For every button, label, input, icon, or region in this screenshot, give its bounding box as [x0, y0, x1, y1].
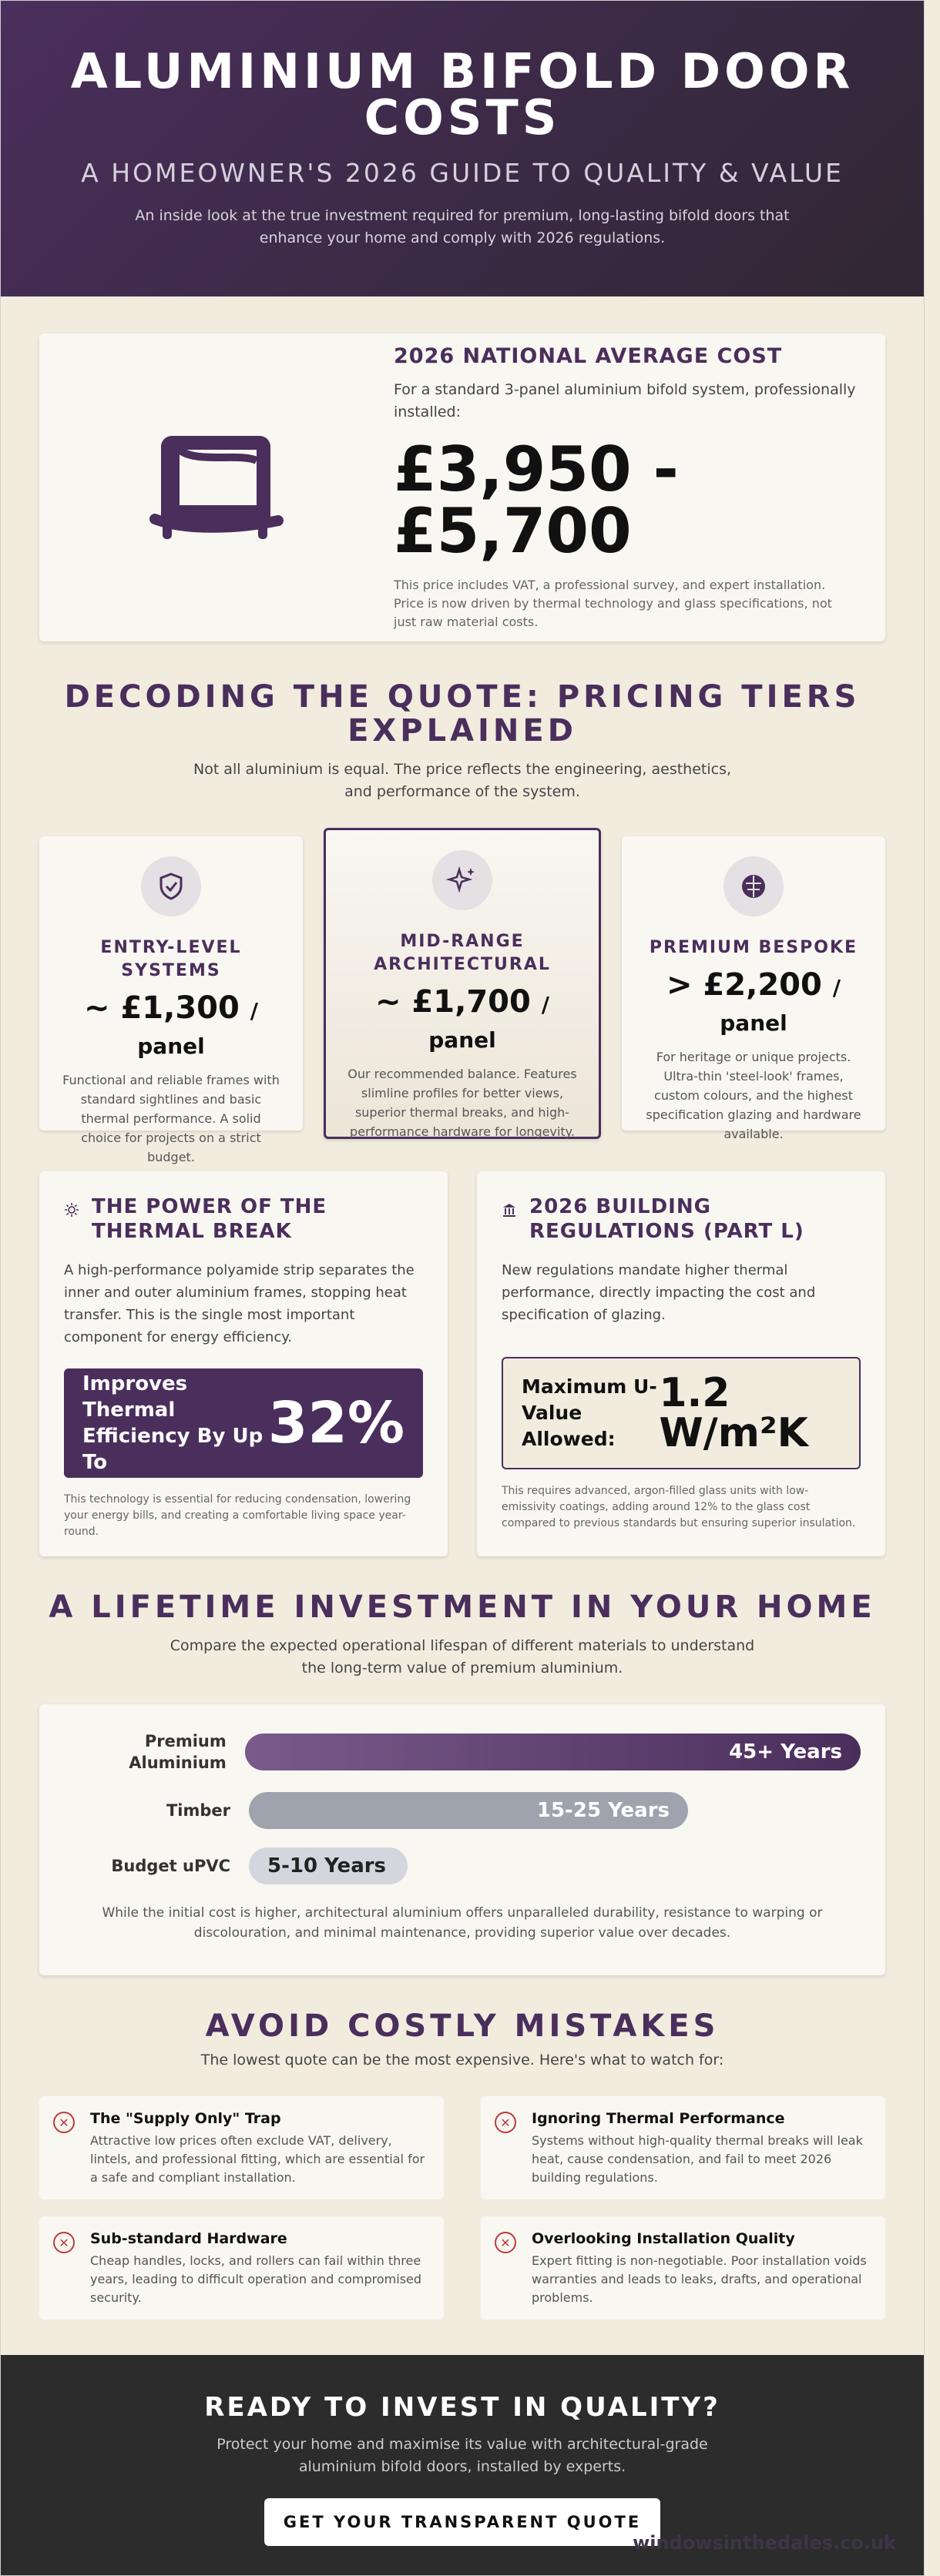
mistake-desc: Cheap handles, locks, and rollers can fail within three years, leading to difficult operation and compromised security. [90, 2253, 422, 2305]
regs-body: New regulations mandate higher thermal performance, directly impacting the cost and specification of glazing. [502, 1262, 816, 1323]
mistake-card [39, 2216, 444, 2320]
tier-price: ~ £1,300 [84, 990, 240, 1026]
x-circle-icon: ✕ [495, 2232, 516, 2253]
tier-name: ENTRY-LEVEL SYSTEMS [100, 938, 242, 980]
hero-header [1, 1, 924, 296]
pricing-tiers-sub: Not all aluminium is equal. The price reflects the engineering, aesthetics, and performance of the system. [193, 761, 732, 800]
lifespan-label: Timber [166, 1801, 230, 1820]
lifespan-row [64, 1792, 861, 1829]
cta-title: READY TO INVEST IN QUALITY? [204, 2392, 720, 2423]
pricing-tiers-title: DECODING THE QUOTE: PRICING TIERS EXPLAINED [64, 679, 861, 749]
tier-desc: Functional and reliable frames with standard sightlines and basic thermal performance. A solid choice for projects on a strict budget. [62, 1073, 280, 1164]
lifespan-label: Premium Aluminium [129, 1732, 227, 1772]
u-value-box [502, 1357, 861, 1469]
lifetime-note: While the initial cost is higher, architectural aluminium offers unparalleled durability, resistance to warping or discolouration, and minimal maintenance, providing superior value over decades. [102, 1905, 823, 1941]
tier-price: > £2,200 [666, 967, 822, 1003]
mistake-title: Sub-standard Hardware [90, 2230, 287, 2247]
lifespan-value: 15-25 Years [536, 1799, 670, 1822]
x-circle-icon: ✕ [53, 2232, 75, 2253]
x-circle-icon: ✕ [53, 2112, 75, 2133]
mistake-desc: Expert fitting is non-negotiable. Poor installation voids warranties and leads to leaks, drafts, and operational problems. [532, 2253, 867, 2305]
lifespan-bar [245, 1734, 861, 1770]
u-value: 1.2 W/m²K [659, 1370, 808, 1456]
page-subtitle: A HOMEOWNER'S 2026 GUIDE TO QUALITY & VALUE [81, 158, 844, 188]
thermal-title: THE POWER OF THE THERMAL BREAK [92, 1195, 327, 1243]
mistakes-section [39, 2009, 885, 2336]
lifetime-section [39, 1590, 885, 1975]
watermark: windowsinthedales.co.uk [633, 2532, 896, 2554]
tier-unit: / panel [428, 992, 549, 1053]
sun-icon [64, 1199, 79, 1224]
thermal-body: A high-performance polyamide strip separates the inner and outer aluminium frames, stopping heat transfer. This is the single most important component for energy efficiency. [64, 1262, 415, 1345]
page-title: ALUMINIUM BIFOLD DOOR COSTS [70, 43, 854, 146]
u-value-label: Maximum U-Value Allowed: [522, 1375, 657, 1450]
thermal-fine-print: This technology is essential for reducing condensation, lowering your energy bills, and creating a comfortable living space year-round. [64, 1493, 411, 1538]
tier-card-entry [39, 836, 303, 1164]
mistake-card [481, 2096, 885, 2199]
mistake-card [39, 2096, 444, 2199]
national-cost-sub: For a standard 3-panel aluminium bifold system, professionally installed: [394, 380, 856, 420]
hero-intro: An inside look at the true investment required for premium, long-lasting bifold doors that enhance your home and comply with 2026 regulations. [135, 207, 790, 246]
mistake-card [481, 2216, 885, 2320]
gem-icon [723, 856, 784, 916]
lifetime-title: A LIFETIME INVESTMENT IN YOUR HOME [49, 1589, 876, 1625]
mistakes-title: AVOID COSTLY MISTAKES [205, 2008, 720, 2044]
shield-check-icon [141, 856, 201, 916]
tier-card-premium [622, 836, 885, 1141]
national-cost-note: This price includes VAT, a professional survey, and expert installation. Price is now driven by thermal technology and glass specifications, not just raw material costs. [394, 577, 832, 629]
mistake-title: Overlooking Installation Quality [532, 2230, 795, 2247]
lifespan-value: 45+ Years [729, 1740, 842, 1764]
mistake-desc: Attractive low prices often exclude VAT, delivery, lintels, and professional fitting, which are essential for a safe and compliant installation. [90, 2133, 425, 2185]
national-cost-label: 2026 NATIONAL AVERAGE COST [394, 343, 783, 368]
lifespan-bar [249, 1792, 688, 1829]
tier-price: ~ £1,700 [375, 984, 531, 1020]
lifespan-bar [249, 1847, 408, 1884]
tier-name: PREMIUM BESPOKE [649, 938, 858, 957]
cta-footer [1, 2355, 924, 2575]
tier-unit: / panel [137, 998, 258, 1059]
get-quote-button[interactable]: GET YOUR TRANSPARENT QUOTE [264, 2498, 660, 2546]
national-cost-price: £3,950 - £5,700 [394, 433, 679, 567]
main-content [1, 296, 924, 2336]
thermal-break-card [39, 1171, 448, 1556]
thermal-stat-value: 32% [267, 1390, 405, 1456]
lifespan-row [64, 1847, 861, 1884]
mistake-title: Ignoring Thermal Performance [532, 2110, 785, 2127]
pricing-tiers-section [39, 679, 885, 1164]
sparkles-icon [432, 850, 492, 910]
mistake-desc: Systems without high-quality thermal breaks will leak heat, cause condensation, and fail to meet 2026 building regulations. [532, 2133, 863, 2185]
tier-card-mid [324, 828, 601, 1139]
lifetime-sub: Compare the expected operational lifespan of different materials to understand the long-term value of premium aluminium. [170, 1637, 755, 1677]
lifespan-label: Budget uPVC [111, 1857, 230, 1875]
tier-desc: For heritage or unique projects. Ultra-thin 'steel-look' frames, custom colours, and the highest specification glazing and hardware available. [646, 1050, 861, 1141]
tier-unit: / panel [720, 975, 841, 1036]
thermal-stat-label: Improves Thermal Efficiency By Up To [82, 1372, 264, 1474]
door-frame-icon [39, 430, 394, 545]
national-cost-card [39, 333, 885, 641]
regs-title: 2026 BUILDING REGULATIONS (PART L) [529, 1195, 804, 1243]
bank-icon [502, 1199, 517, 1224]
thermal-stat-box [64, 1368, 423, 1478]
mistake-title: The "Supply Only" Trap [90, 2110, 281, 2127]
cta-body: Protect your home and maximise its value with architectural-grade aluminium bifold doors, installed by experts. [217, 2436, 708, 2475]
tier-name: MID-RANGE ARCHITECTURAL [374, 932, 551, 974]
x-circle-icon: ✕ [495, 2112, 516, 2133]
lifespan-chart [39, 1704, 885, 1975]
mistakes-sub: The lowest quote can be the most expensive. Here's what to watch for: [200, 2052, 724, 2069]
regs-fine-print: This requires advanced, argon-filled glass units with low-emissivity coatings, adding around 12% to the glass cost compared to previous standards but ensuring superior insulation. [502, 1485, 856, 1529]
lifespan-row [64, 1730, 861, 1774]
tech-regs-section [39, 1171, 885, 1556]
lifespan-value: 5-10 Years [267, 1854, 387, 1878]
tier-desc: Our recommended balance. Features slimline profiles for better views, superior thermal breaks, and high-performance hardware for longevity. [347, 1067, 577, 1139]
building-regs-card [477, 1171, 885, 1556]
